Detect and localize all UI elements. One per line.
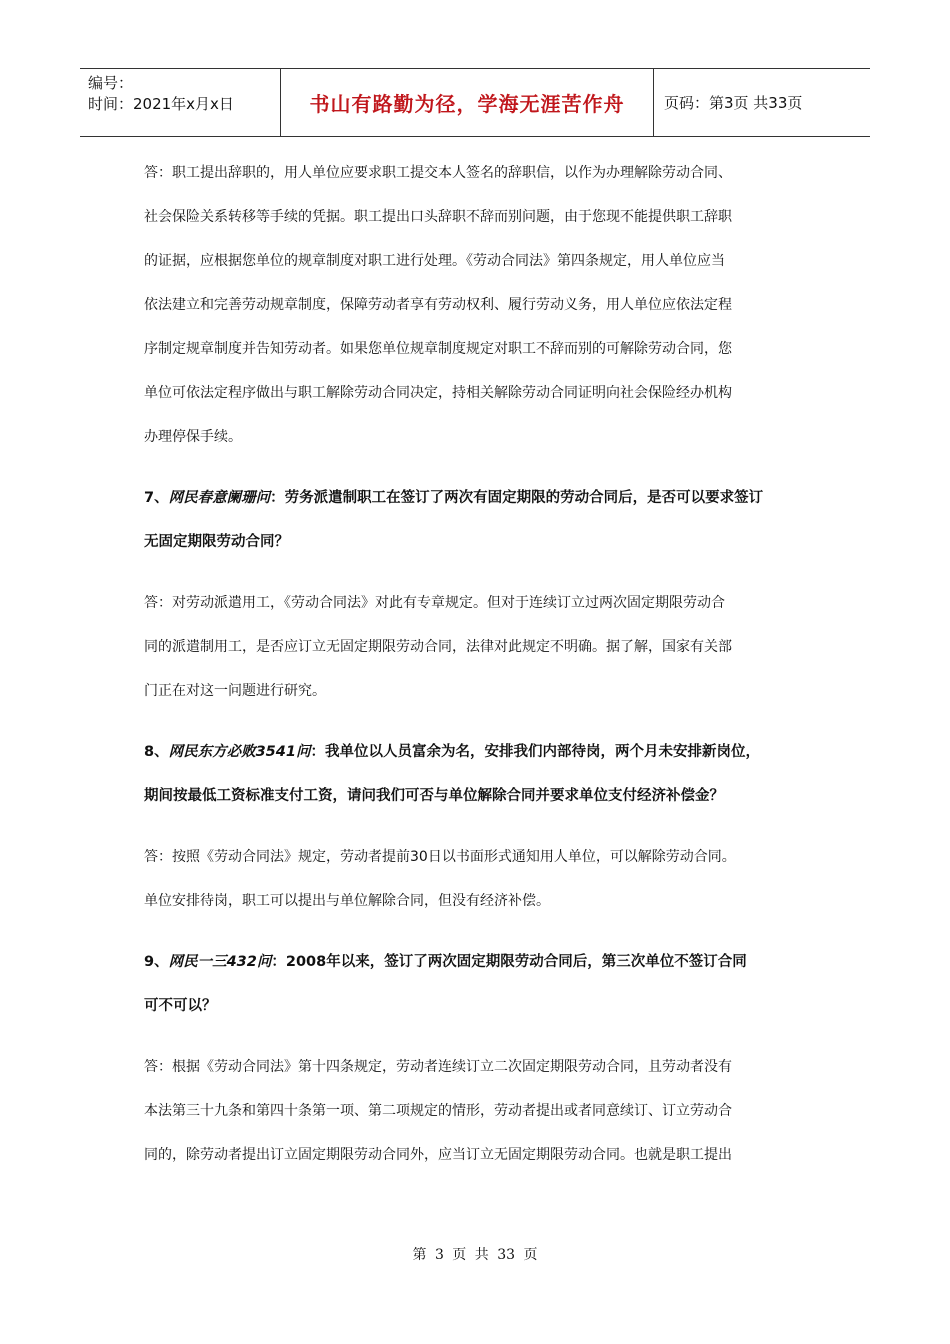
document-body — [144, 151, 808, 1177]
question-line: 可不可以？ — [144, 998, 217, 1014]
answer-line: 本法第三十九条和第四十条第一项、第二项规定的情形，劳动者提出或者同意续订、订立劳动合 — [144, 1103, 732, 1119]
page-code: 页码：第3页 共33页 — [664, 94, 803, 112]
number-label: 编号： — [88, 74, 134, 92]
question-8 — [144, 730, 808, 774]
answer-line: 序制定规章制度并告知劳动者。如果您单位规章制度规定对职工不辞而别的可解除劳动合同，您 — [144, 341, 732, 357]
motto: 书山有路勤为径，学海无涯苦作舟 — [309, 92, 625, 116]
question-9 — [144, 940, 808, 984]
time-line: 时间：2021年x月x日 — [88, 95, 234, 113]
answer-line: 办理停保手续。 — [144, 429, 242, 445]
header-motto-cell — [281, 69, 654, 136]
answer-line: 答：职工提出辞职的，用人单位应要求职工提交本人签名的辞职信，以作为办理解除劳动合同、 — [144, 165, 732, 181]
answer-line: 社会保险关系转移等手续的凭据。职工提出口头辞职不辞而别问题，由于您现不能提供职工辞职 — [144, 209, 732, 225]
question-number: 7、 — [144, 490, 169, 506]
question-number: 9、 — [144, 954, 169, 970]
question-7 — [144, 476, 808, 520]
answer-line: 同的派遣制用工，是否应订立无固定期限劳动合同，法律对此规定不明确。据了解，国家有关部 — [144, 639, 732, 655]
question-line: 期间按最低工资标准支付工资，请问我们可否与单位解除合同并要求单位支付经济补偿金？ — [144, 788, 724, 804]
answer-line: 单位安排待岗，职工可以提出与单位解除合同，但没有经济补偿。 — [144, 893, 550, 909]
answer-line: 门正在对这一问题进行研究。 — [144, 683, 326, 699]
question-asker: 网民春意阑珊问 — [168, 490, 271, 506]
question-asker: 网民一三432问 — [168, 954, 272, 970]
question-line: 无固定期限劳动合同？ — [144, 534, 289, 550]
question-asker: 网民东方必败3541问 — [168, 744, 311, 760]
answer-line: 答：对劳动派遣用工，《劳动合同法》对此有专章规定。但对于连续订立过两次固定期限劳动合 — [144, 595, 725, 611]
answer-line: 答：按照《劳动合同法》规定，劳动者提前30日以书面形式通知用人单位，可以解除劳动合同。 — [144, 849, 736, 865]
answer-line: 依法建立和完善劳动规章制度，保障劳动者享有劳动权利、履行劳动义务，用人单位应依法定程 — [144, 297, 732, 313]
answer-line: 答：根据《劳动合同法》第十四条规定，劳动者连续订立二次固定期限劳动合同，且劳动者没有 — [144, 1059, 732, 1075]
question-text: ：2008年以来，签订了两次固定期限劳动合同后，第三次单位不签订合同 — [271, 954, 747, 970]
page-header — [80, 68, 870, 137]
answer-line: 单位可依法定程序做出与职工解除劳动合同决定，持相关解除劳动合同证明向社会保险经办机构 — [144, 385, 732, 401]
answer-line: 同的，除劳动者提出订立固定期限劳动合同外，应当订立无固定期限劳动合同。也就是职工提出 — [144, 1147, 732, 1163]
question-text: ：劳务派遣制职工在签订了两次有固定期限的劳动合同后，是否可以要求签订 — [270, 490, 764, 506]
page-footer: 第 3 页 共 33 页 — [412, 1247, 538, 1263]
question-number: 8、 — [144, 744, 169, 760]
question-text: ：我单位以人员富余为名，安排我们内部待岗，两个月未安排新岗位， — [310, 744, 760, 760]
answer-line: 的证据，应根据您单位的规章制度对职工进行处理。《劳动合同法》第四条规定，用人单位应当 — [144, 253, 725, 269]
header-meta — [80, 69, 281, 136]
